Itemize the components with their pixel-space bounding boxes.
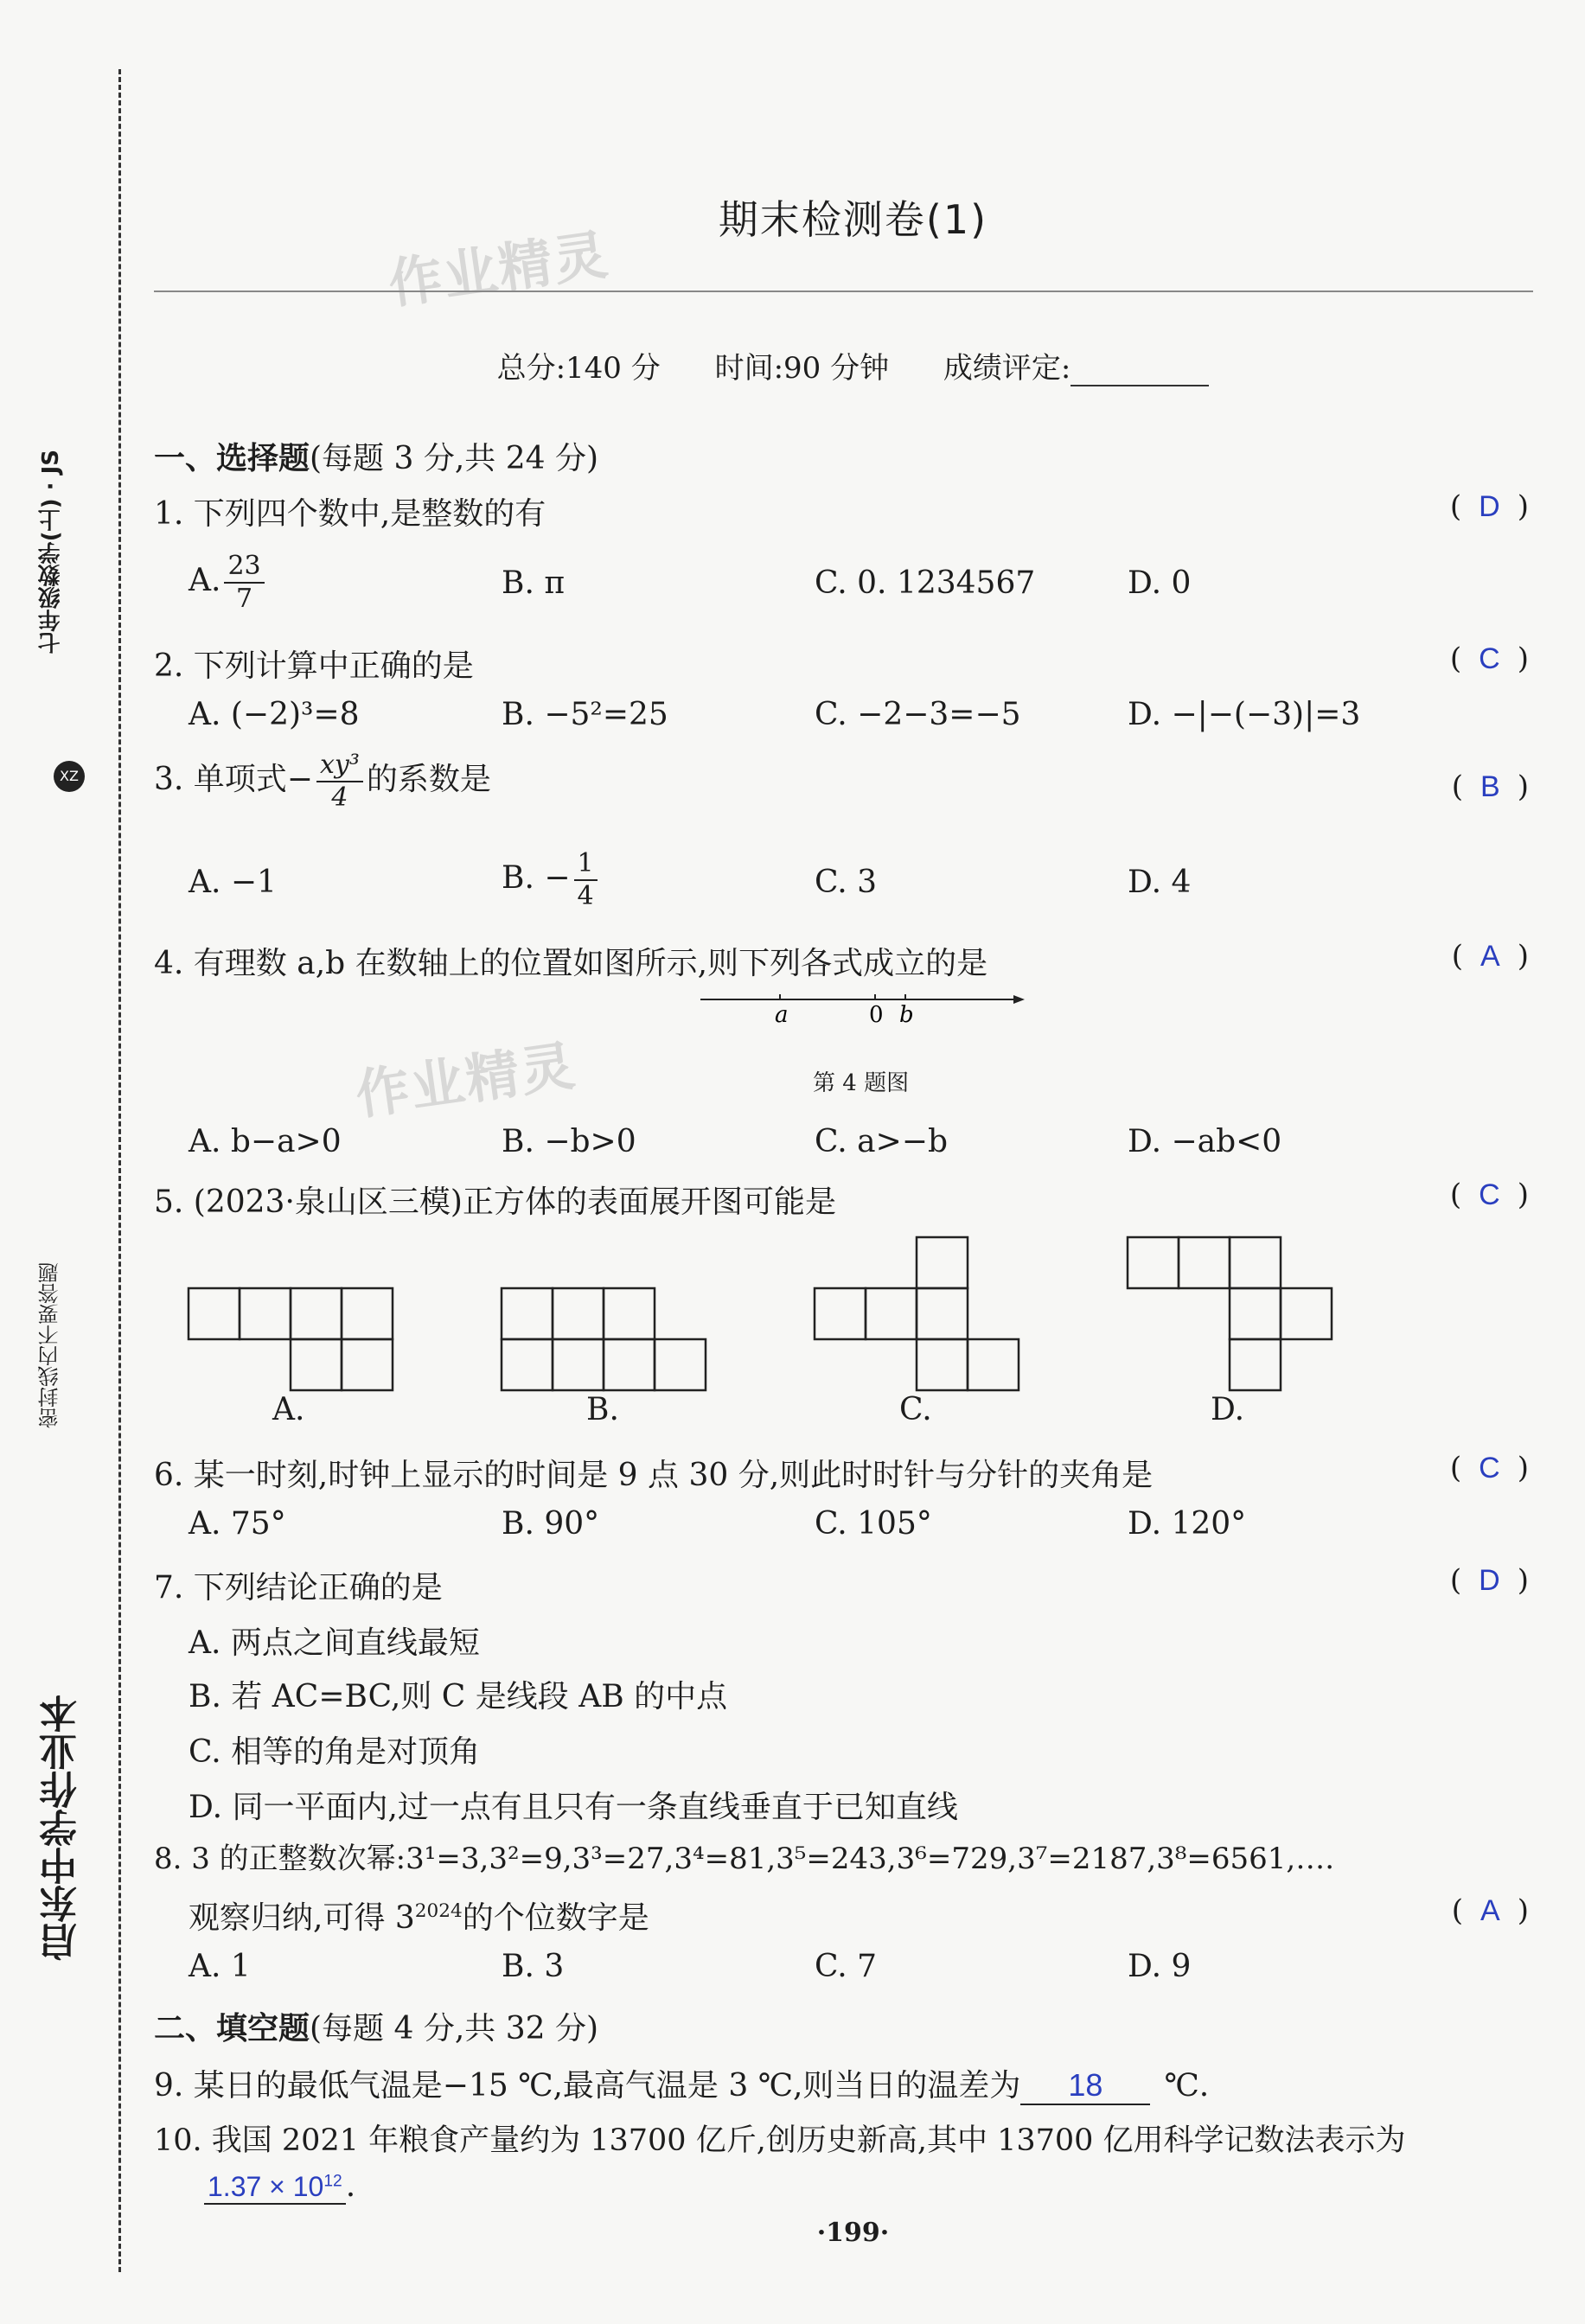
section-note: (每题 4 分,共 32 分): [310, 2011, 599, 2046]
q3-answer: ( B ): [1451, 769, 1529, 804]
q8-stem: 8. 3 的正整数次幂:3¹=3,3²=9,3³=27,3⁴=81,3⁵=243,3⁶=729,3⁷=2187,3⁸=6561,….: [154, 1842, 1335, 1876]
q6-option-b: B. 90°: [502, 1506, 600, 1542]
option-label: B. −: [502, 860, 571, 896]
title-rule: [154, 290, 1533, 292]
q1-answer: ( D ): [1449, 489, 1529, 524]
fraction: [224, 553, 264, 612]
section-label: 二、填空题: [154, 2011, 310, 2046]
answer-mantissa: 1.37 × 10: [208, 2171, 324, 2202]
q5-stem: 5. (2023·泉山区三模)正方体的表面展开图可能是: [154, 1184, 836, 1220]
series-name: 七年级数学(上): [38, 498, 64, 654]
stem-text: 的个位数字是: [462, 1900, 649, 1936]
q6-answer: ( C ): [1449, 1451, 1529, 1485]
time-limit: 时间:90 分钟: [714, 351, 890, 386]
stem-text: 9. 某日的最低气温是−15 ℃,最高气温是 3 ℃,则当日的温差为: [154, 2068, 1021, 2104]
grade-blank[interactable]: [1071, 359, 1209, 386]
label-b: b: [899, 1002, 914, 1028]
stem-text: ℃.: [1164, 2068, 1210, 2104]
series-edition: JS: [38, 450, 64, 475]
net-c: [815, 1237, 1019, 1390]
net-d: [1128, 1237, 1332, 1390]
q10-stem: 10. 我国 2021 年粮食产量约为 13700 亿斤,创历史新高,其中 13700 亿用科学记数法表示为: [154, 2123, 1406, 2158]
section-fill: [154, 2004, 598, 2048]
label-a: a: [775, 1002, 789, 1028]
cube-nets-figure: [173, 1228, 1384, 1401]
book-title: 启东中学作业本: [40, 1695, 84, 1961]
q6-stem: 6. 某一时刻,时钟上显示的时间是 9 点 30 分,则此时时针与分针的夹角是: [154, 1458, 1154, 1493]
fraction: [574, 848, 598, 911]
q2-option-a: A. (−2)³=8: [189, 697, 360, 732]
section-choice: [154, 434, 598, 478]
q8-option-d: D. 9: [1128, 1949, 1192, 1984]
watermark-top: 作业精灵: [384, 222, 613, 316]
q4-option-d: D. −ab<0: [1128, 1124, 1282, 1159]
label-zero: 0: [869, 1002, 884, 1028]
section-label: 一、选择题: [154, 441, 310, 476]
page-number: ·199·: [816, 2218, 890, 2248]
q7-option-b: B. 若 AC=BC,则 C 是线段 AB 的中点: [189, 1679, 728, 1714]
watermark-middle: 作业精灵: [351, 1033, 580, 1127]
q5-answer: ( C ): [1449, 1178, 1529, 1212]
q2-option-d: D. −|−(−3)|=3: [1128, 697, 1361, 732]
q10-answer-line: [204, 2168, 355, 2205]
stem-text: 观察归纳,可得 3: [189, 1900, 415, 1936]
net-a: [189, 1288, 393, 1390]
q2-option-b: B. −5²=25: [502, 697, 668, 732]
q4-option-a: A. b−a>0: [189, 1124, 342, 1159]
q1-option-d: D. 0: [1128, 565, 1192, 601]
page-title: 期末检测卷(1): [718, 196, 988, 243]
grade-label: 成绩评定:: [943, 351, 1071, 386]
q8-stem-line2: [189, 1893, 649, 1938]
answer-letter: C: [1479, 1178, 1500, 1211]
exam-info: [0, 344, 1585, 386]
q4-option-c: C. a>−b: [815, 1124, 948, 1159]
denominator: 4: [331, 782, 348, 813]
numerator: xy³: [316, 752, 363, 782]
q4-stem: 4. 有理数 a,b 在数轴上的位置如图所示,则下列各式成立的是: [154, 946, 988, 981]
q8-answer: ( A ): [1451, 1893, 1529, 1928]
q5-option-b: B.: [586, 1392, 619, 1427]
answer-letter: C: [1479, 642, 1500, 675]
fraction: [316, 752, 363, 811]
answer-letter: B: [1480, 770, 1500, 803]
number-line-arrow: [1013, 995, 1025, 1004]
q8-option-a: A. 1: [189, 1949, 251, 1984]
answer-letter: D: [1479, 1564, 1500, 1597]
q2-option-c: C. −2−3=−5: [815, 697, 1021, 732]
q5-option-a: A.: [272, 1392, 305, 1427]
seal-notice: 密封线内不要答题: [38, 1262, 62, 1428]
grade-field: [943, 351, 1209, 386]
publisher-logo: XZ: [54, 761, 85, 792]
q8-option-b: B. 3: [502, 1949, 565, 1984]
answer-letter: A: [1480, 940, 1500, 973]
q3-option-a: A. −1: [189, 865, 277, 900]
q3-stem: [154, 752, 491, 811]
numerator: 1: [574, 851, 598, 881]
q7-option-c: C. 相等的角是对顶角: [189, 1734, 481, 1770]
q10-answer-blank[interactable]: [204, 2171, 346, 2205]
numerator: 23: [224, 553, 264, 584]
total-score: 总分:140 分: [496, 351, 661, 386]
stem-text: 3. 单项式−: [154, 762, 313, 797]
series-separator: ·: [38, 482, 64, 491]
denominator: 7: [236, 584, 253, 614]
q6-option-d: D. 120°: [1128, 1506, 1247, 1542]
q7-stem: 7. 下列结论正确的是: [154, 1570, 443, 1606]
q7-option-d: D. 同一平面内,过一点有且只有一条直线垂直于已知直线: [189, 1790, 958, 1825]
q2-answer: ( C ): [1449, 642, 1529, 676]
q3-option-d: D. 4: [1128, 865, 1192, 900]
figure-caption: 第 4 题图: [813, 1070, 910, 1096]
number-line-figure: [692, 986, 1038, 1029]
stem-text: 的系数是: [366, 762, 491, 797]
q9: [154, 2061, 1209, 2105]
q1-option-b: B. π: [502, 565, 566, 601]
q7-option-a: A. 两点之间直线最短: [189, 1625, 480, 1661]
q3-option-b: [502, 848, 601, 911]
net-b: [502, 1288, 706, 1390]
q2-stem: 2. 下列计算中正确的是: [154, 648, 474, 684]
answer-letter: C: [1479, 1452, 1500, 1484]
q4-option-b: B. −b>0: [502, 1124, 636, 1159]
q6-option-c: C. 105°: [815, 1506, 932, 1542]
q5-option-c: C.: [899, 1392, 932, 1427]
q1-option-c: C. 0. 1234567: [815, 565, 1036, 601]
exponent: 2024: [414, 1900, 463, 1922]
q1-stem: 1. 下列四个数中,是整数的有: [154, 496, 546, 532]
q9-answer-blank[interactable]: 18: [1020, 2067, 1150, 2105]
answer-exponent: 12: [323, 2172, 342, 2191]
denominator: 4: [577, 881, 594, 911]
q5-option-d: D.: [1211, 1392, 1245, 1427]
answer-letter: A: [1480, 1894, 1500, 1927]
q6-option-a: A. 75°: [189, 1506, 286, 1542]
q4-answer: ( A ): [1451, 939, 1529, 974]
answer-letter: D: [1479, 490, 1500, 523]
q8-option-c: C. 7: [815, 1949, 878, 1984]
q7-answer: ( D ): [1449, 1563, 1529, 1598]
q3-option-c: C. 3: [815, 865, 878, 900]
binding-dashed-line: [118, 69, 121, 2272]
stem-text: .: [345, 2168, 356, 2204]
option-label: A.: [189, 563, 221, 598]
q1-option-a: [189, 553, 268, 612]
series-label: [35, 450, 67, 654]
section-note: (每题 3 分,共 24 分): [310, 441, 599, 476]
